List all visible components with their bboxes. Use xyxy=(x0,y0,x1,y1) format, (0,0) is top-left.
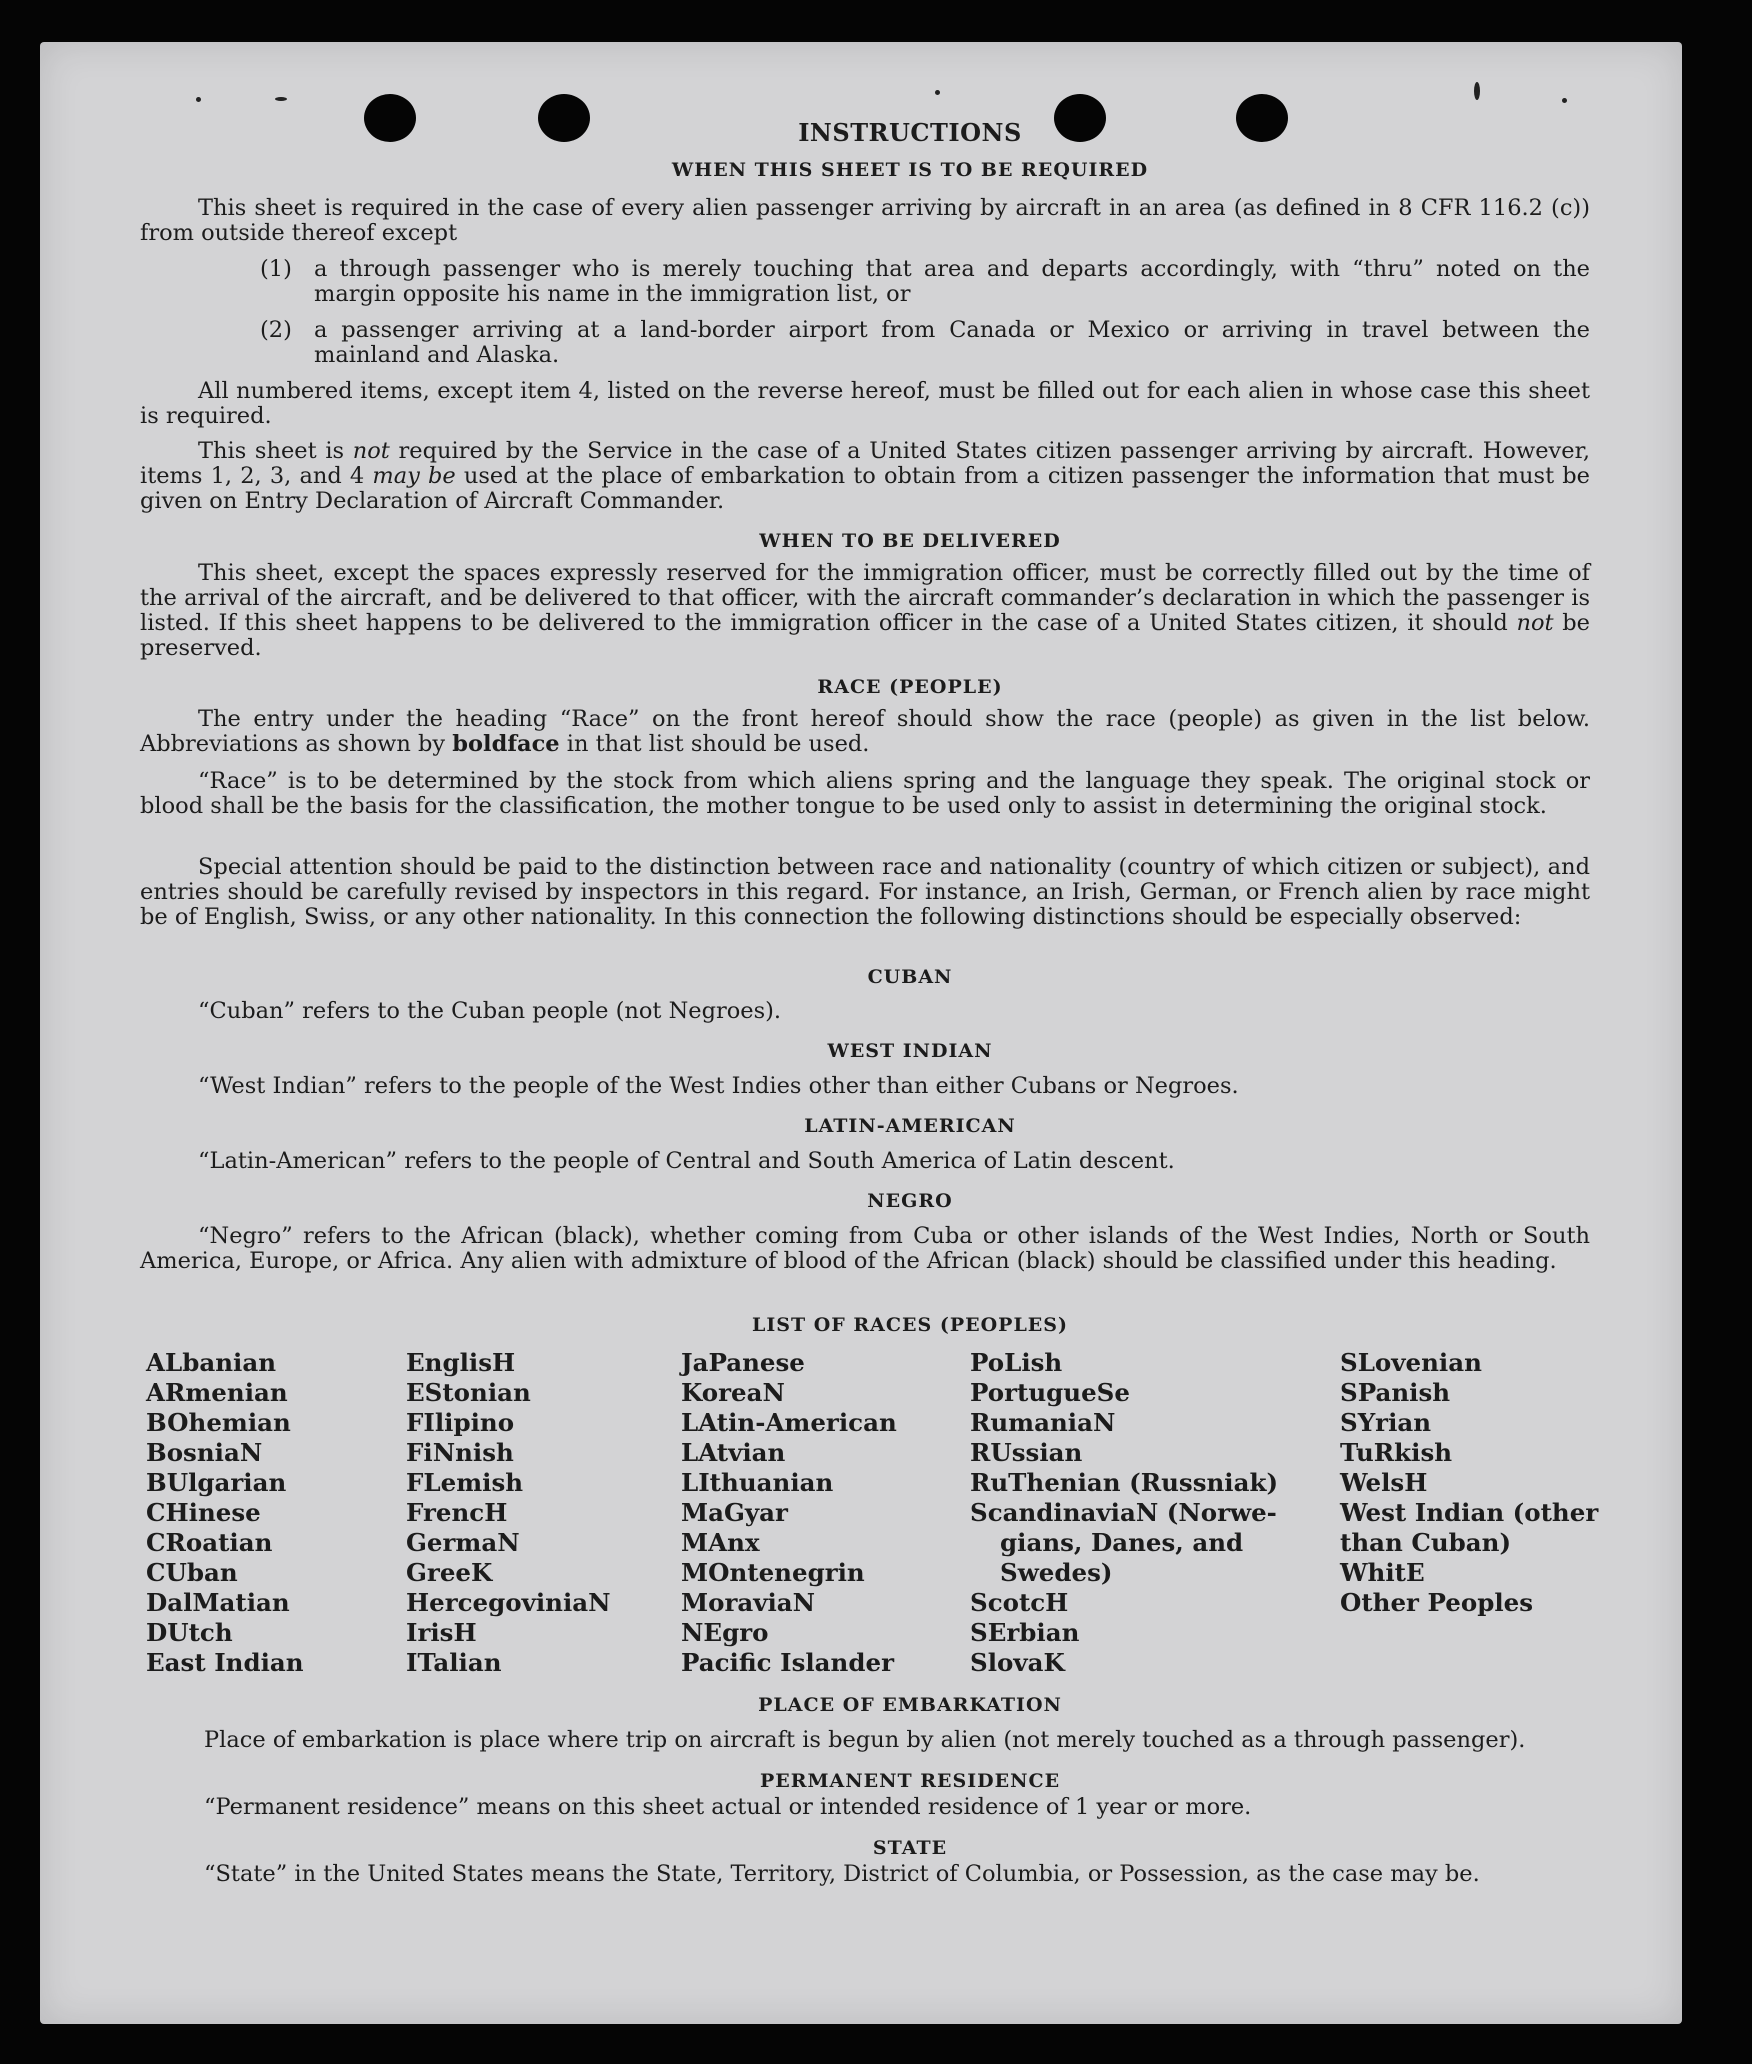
paragraph-required: This sheet is required in the case of every alien passenger arriving by aircraft in an area (as defined in 8 CFR 116.2 (c)) from outside thereof except xyxy=(140,195,1590,246)
race-entry: FrencH xyxy=(406,1498,508,1527)
race-entry: KoreaN xyxy=(681,1378,785,1407)
race-entry: GermaN xyxy=(406,1528,520,1557)
race-entry: ScotcH xyxy=(970,1588,1069,1617)
paragraph-embarkation: Place of embarkation is place where trip on aircraft is begun by alien (not merely touched as a through passenger). xyxy=(204,1727,1526,1753)
heading-latin-american: LATIN-AMERICAN xyxy=(804,1115,1016,1137)
speck xyxy=(1474,82,1480,100)
race-entry: NEgro xyxy=(681,1618,769,1647)
races-column-4 xyxy=(970,1348,1278,1678)
race-entry: SPanish xyxy=(1340,1378,1451,1407)
race-entry: West Indian (other xyxy=(1340,1498,1599,1527)
race-entry: PoLish xyxy=(970,1348,1063,1377)
race-entry: MOntenegrin xyxy=(681,1558,865,1587)
race-entry: MAnx xyxy=(681,1528,760,1557)
heading-permanent-residence: PERMANENT RESIDENCE xyxy=(759,1770,1061,1792)
race-entry: ARmenian xyxy=(146,1378,288,1407)
race-entry: HercegoviniaN xyxy=(406,1588,611,1617)
race-entry: SlovaK xyxy=(970,1648,1065,1677)
race-entry: SErbian xyxy=(970,1618,1080,1647)
race-entry: GreeK xyxy=(406,1558,493,1587)
paragraph-citizen: This sheet is not required by the Service in the case of a United States citizen passenger arriving by aircraft. However, items 1, 2, 3, and 4 may be used at the place of embarkation to obtain from a citizen passenger the information that must be given on Entry Declaration of Aircraft Commander. xyxy=(140,438,1591,514)
race-entry: TuRkish xyxy=(1340,1438,1453,1467)
race-entry: BUlgarian xyxy=(146,1468,287,1497)
race-entry: RumaniaN xyxy=(970,1408,1116,1437)
race-entry: CHinese xyxy=(146,1498,261,1527)
page-title: INSTRUCTIONS xyxy=(798,118,1022,147)
race-entry: FIlipino xyxy=(406,1408,515,1437)
race-entry: WelsH xyxy=(1340,1468,1428,1497)
race-entry: DalMatian xyxy=(146,1588,290,1617)
race-entry: EnglisH xyxy=(406,1348,516,1377)
paragraph-delivered: This sheet, except the spaces expressly reserved for the immigration officer, must be correctly filled out by the time of the arrival of the aircraft, and be delivered to that officer, with the aircraft commander’s declaration in which the passenger is listed. If this sheet happens to be delivered to the immigration officer in the case of a United States citizen, it should not be preserved. xyxy=(140,560,1590,661)
definition-cuban: “Cuban” refers to the Cuban people (not Negroes). xyxy=(198,998,782,1024)
heading-negro: NEGRO xyxy=(867,1190,953,1212)
race-entry: than Cuban) xyxy=(1340,1528,1512,1557)
heading-cuban: CUBAN xyxy=(867,966,953,988)
race-entry: LAtvian xyxy=(681,1438,786,1467)
race-entry: RUssian xyxy=(970,1438,1083,1467)
section-heading-delivered: WHEN TO BE DELIVERED xyxy=(759,530,1061,552)
paragraph-race-entry: The entry under the heading “Race” on the front hereof should show the race (people) as given in the list below. Abbreviations as shown by boldface in that list should be used. xyxy=(140,706,1590,757)
heading-place-of-embarkation: PLACE OF EMBARKATION xyxy=(758,1694,1062,1716)
race-entry: FiNnish xyxy=(406,1438,514,1467)
race-entry: JaPanese xyxy=(681,1348,805,1377)
definition-negro: “Negro” refers to the African (black), whether coming from Cuba or other islands of the West Indies, North or South America, Europe, or Africa. Any alien with admixture of blood of the African (black) should be classified under this heading. xyxy=(140,1223,1590,1274)
races-column-1 xyxy=(146,1348,304,1678)
race-entry: ScandinaviaN (Norwe- xyxy=(970,1498,1277,1527)
paragraph-race-stock: “Race” is to be determined by the stock from which aliens spring and the language they speak. The original stock or blood shall be the basis for the classification, the mother tongue to be used only to assist in determining the original stock. xyxy=(140,768,1590,819)
race-entry: Swedes) xyxy=(1000,1558,1113,1587)
race-entry: East Indian xyxy=(146,1648,304,1677)
race-entry: PortugueSe xyxy=(970,1378,1130,1407)
speck xyxy=(1562,98,1567,103)
paragraph-residence: “Permanent residence” means on this sheet actual or intended residence of 1 year or more. xyxy=(204,1794,1252,1820)
race-entry: CRoatian xyxy=(146,1528,273,1557)
section-heading-when-required: WHEN THIS SHEET IS TO BE REQUIRED xyxy=(671,159,1149,181)
race-entry: EStonian xyxy=(406,1378,531,1407)
section-heading-race: RACE (PEOPLE) xyxy=(817,676,1003,698)
speck xyxy=(196,97,201,102)
races-column-2 xyxy=(406,1348,611,1678)
race-entry: ALbanian xyxy=(146,1348,277,1377)
race-entry: SLovenian xyxy=(1340,1348,1482,1377)
heading-state: STATE xyxy=(872,1837,948,1859)
race-entry: IrisH xyxy=(406,1618,477,1647)
races-column-5 xyxy=(1340,1348,1598,1618)
paragraph-race-nationality: Special attention should be paid to the distinction between race and nationality (country of which citizen or subject), and entries should be carefully revised by inspectors in this regard. For instance, an Irish, German, or French alien by race might be of English, Swiss, or any other nationality. In this connection the following distinctions should be especially observed: xyxy=(140,854,1590,930)
definition-west-indian: “West Indian” refers to the people of the West Indies other than either Cubans or Negroes. xyxy=(198,1073,1239,1099)
definition-latin-american: “Latin-American” refers to the people of Central and South America of Latin descent. xyxy=(198,1148,1175,1174)
speck xyxy=(935,90,940,95)
document-sheet xyxy=(40,42,1682,2024)
race-entry: WhitE xyxy=(1340,1558,1425,1587)
race-entry: SYrian xyxy=(1340,1408,1432,1437)
paragraph-numbered-items: All numbered items, except item 4, listed on the reverse hereof, must be filled out for each alien in whose case this sheet is required. xyxy=(140,378,1590,429)
race-entry: gians, Danes, and xyxy=(1000,1528,1244,1557)
race-entry: MoraviaN xyxy=(681,1588,816,1617)
exception-item-1: (1) a through passenger who is merely touching that area and departs accordingly, with “thru” noted on the margin opposite his name in the immigration list, or xyxy=(260,256,1590,307)
race-entry: FLemish xyxy=(406,1468,524,1497)
heading-west-indian: WEST INDIAN xyxy=(827,1040,993,1062)
race-entry: LIthuanian xyxy=(681,1468,834,1497)
race-entry: ITalian xyxy=(406,1648,502,1677)
races-column-3 xyxy=(681,1348,897,1678)
race-entry: BosniaN xyxy=(146,1438,263,1467)
exception-item-2: (2) a passenger arriving at a land-border airport from Canada or Mexico or arriving in travel between the mainland and Alaska. xyxy=(260,317,1590,368)
race-entry: Pacific Islander xyxy=(681,1648,894,1677)
race-entry: RuThenian (Russniak) xyxy=(970,1468,1279,1497)
paragraph-state: “State” in the United States means the State, Territory, District of Columbia, or Possession, as the case may be. xyxy=(204,1861,1480,1887)
race-entry: Other Peoples xyxy=(1340,1588,1534,1617)
race-entry: BOhemian xyxy=(146,1408,291,1437)
speck xyxy=(275,97,287,101)
heading-list-of-races: LIST OF RACES (PEOPLES) xyxy=(752,1314,1068,1336)
race-entry: CUban xyxy=(146,1558,238,1587)
race-entry: DUtch xyxy=(146,1618,233,1647)
race-entry: MaGyar xyxy=(681,1498,788,1527)
race-entry: LAtin-American xyxy=(681,1408,897,1437)
